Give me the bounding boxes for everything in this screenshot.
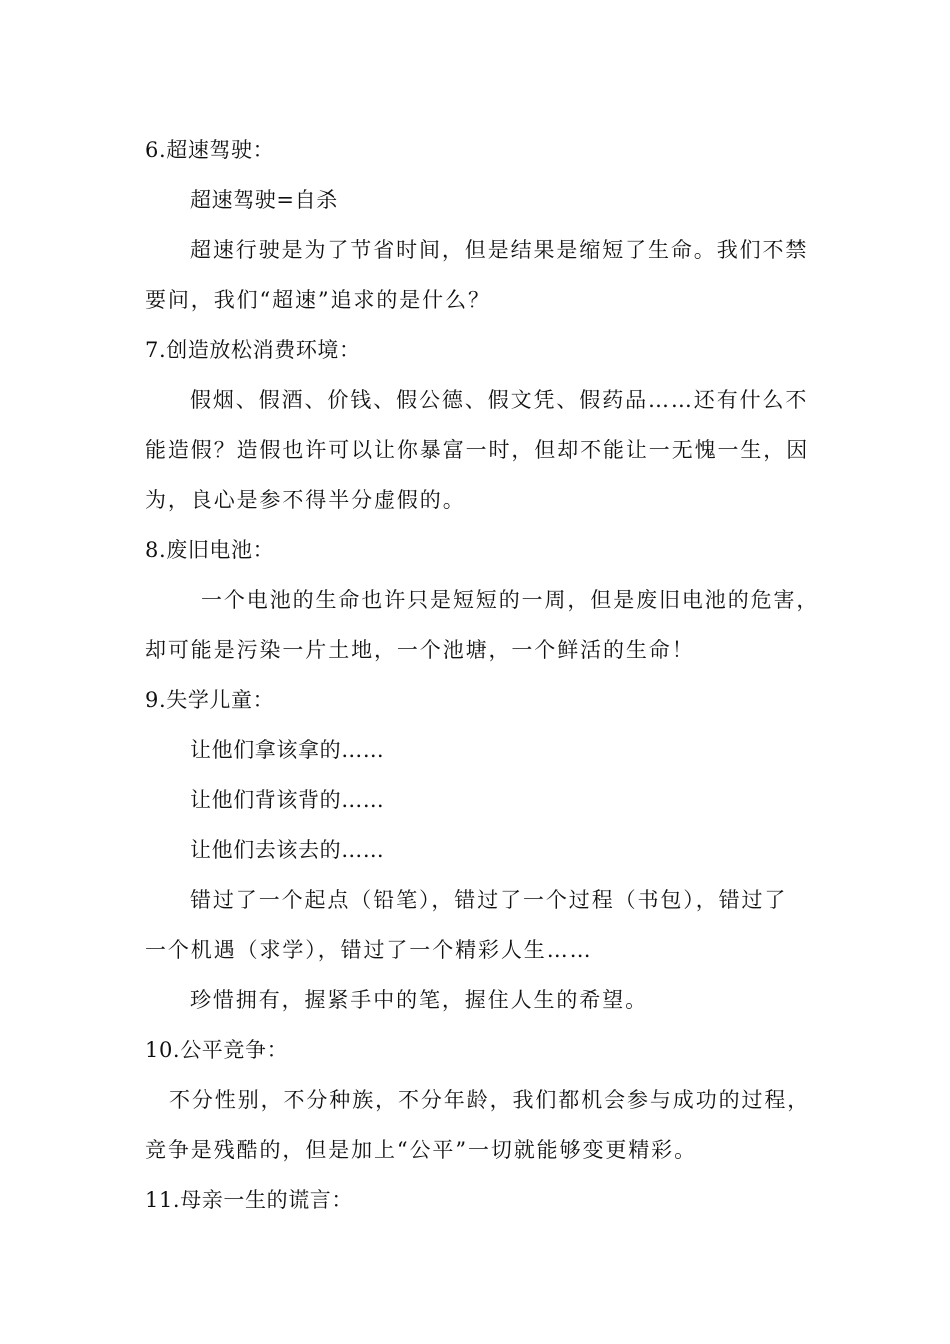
paragraph-line: 超速行驶是为了节省时间，但是结果是缩短了生命。我们不禁 <box>190 238 809 262</box>
paragraph-line: 珍惜拥有，握紧手中的笔，握住人生的希望。 <box>190 988 648 1012</box>
paragraph-line: 却可能是污染一片土地，一个池塘，一个鲜活的生命！ <box>145 638 695 662</box>
paragraph-line: 一个机遇（求学），错过了一个精彩人生…… <box>145 938 593 962</box>
section-heading-mothers-lie: 11.母亲一生的谎言： <box>145 1188 353 1212</box>
paragraph-line: 不分性别，不分种族，不分年龄，我们都机会参与成功的过程， <box>169 1088 811 1112</box>
paragraph-line: 错过了一个起点（铅笔），错过了一个过程（书包），错过了 <box>190 888 788 912</box>
paragraph-line: 假烟、假酒、价钱、假公德、假文凭、假药品……还有什么不 <box>190 388 809 412</box>
paragraph-line: 一个电池的生命也许只是短短的一周，但是废旧电池的危害， <box>201 588 820 612</box>
section-heading-dropout-children: 9.失学儿童： <box>145 688 275 712</box>
section-heading-speeding: 6.超速驾驶： <box>145 138 275 162</box>
section-heading-fair-competition: 10.公平竞争： <box>145 1038 289 1062</box>
section-heading-consumer-environment: 7.创造放松消费环境： <box>145 338 361 362</box>
paragraph-line: 超速驾驶=自杀 <box>190 188 338 212</box>
paragraph-line: 能造假？造假也许可以让你暴富一时，但却不能让一无愧一生，因 <box>145 438 810 462</box>
paragraph-line: 让他们拿该拿的…… <box>190 738 385 762</box>
paragraph-line: 竞争是残酷的，但是加上“公平”一切就能够变更精彩。 <box>145 1138 697 1162</box>
paragraph-line: 为，良心是参不得半分虚假的。 <box>145 488 466 512</box>
section-heading-batteries: 8.废旧电池： <box>145 538 275 562</box>
paragraph-line: 让他们去该去的…… <box>190 838 385 862</box>
paragraph-line: 让他们背该背的…… <box>190 788 385 812</box>
paragraph-line: 要问，我们“超速”追求的是什么？ <box>145 288 491 312</box>
